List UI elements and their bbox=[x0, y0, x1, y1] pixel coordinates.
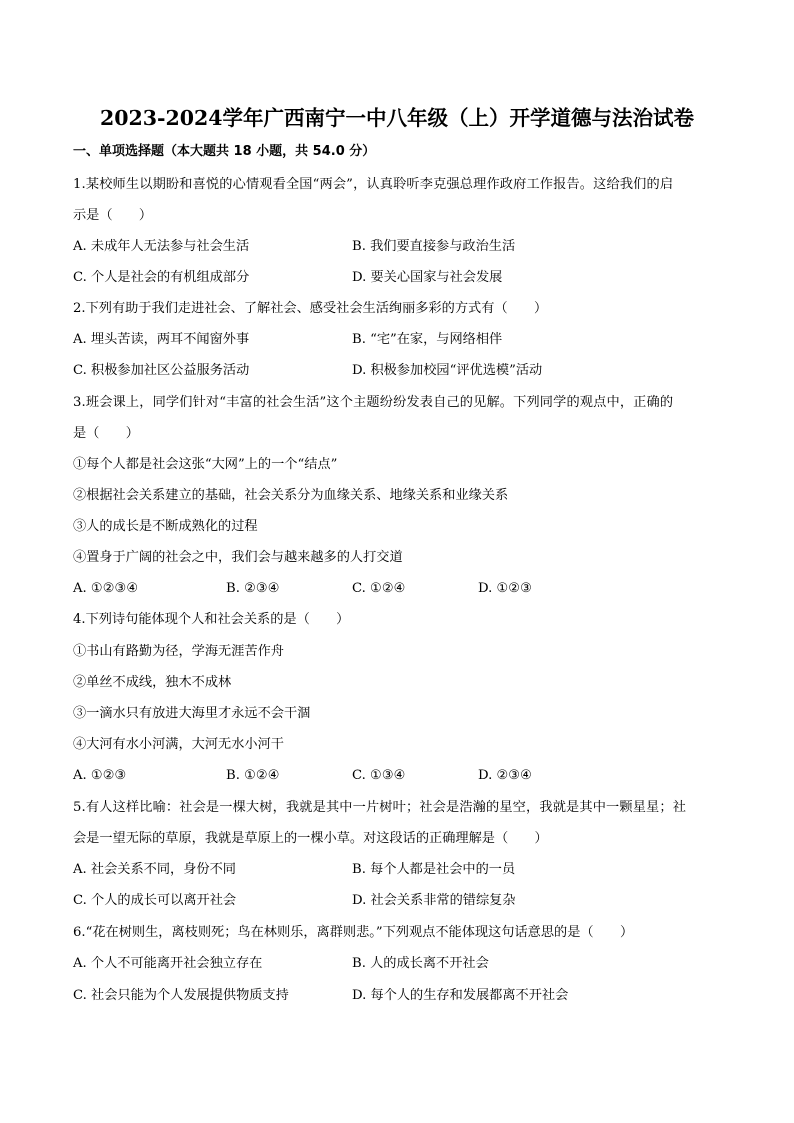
question-5-stem-line-1: 5.有人这样比喻：社会是一棵大树，我就是其中一片树叶；社会是浩瀚的星空，我就是其中一颗星星；社 bbox=[73, 800, 687, 815]
question-3-option-b: B. ②③④ bbox=[226, 581, 280, 596]
section-heading: 一、单项选择题（本大题共 18 小题，共 54.0 分） bbox=[73, 144, 376, 159]
question-3-option-d: D. ①②③ bbox=[478, 581, 532, 596]
question-4-item-2: ②单丝不成线，独木不成林 bbox=[73, 675, 232, 690]
question-6-stem: 6.“花在树则生，离枝则死；鸟在林则乐，离群则悲。”下列观点不能体现这句话意思的是（ ） bbox=[73, 925, 634, 940]
question-3-item-2: ②根据社会关系建立的基础，社会关系分为血缘关系、地缘关系和业缘关系 bbox=[73, 488, 509, 503]
question-3-stem-line-1: 3.班会课上，同学们针对“丰富的社会生活”这个主题纷纷发表自己的见解。下列同学的观点中，正确的 bbox=[73, 395, 674, 410]
question-4-item-4: ④大河有水小河满，大河无水小河干 bbox=[73, 737, 284, 752]
question-1-option-c: C. 个人是社会的有机组成部分 bbox=[73, 270, 250, 285]
question-5-option-d: D. 社会关系非常的错综复杂 bbox=[352, 893, 516, 908]
question-4-item-1: ①书山有路勤为径，学海无涯苦作舟 bbox=[73, 644, 284, 659]
question-4-option-c: C. ①③④ bbox=[352, 768, 406, 783]
question-2-option-c: C. 积极参加社区公益服务活动 bbox=[73, 363, 250, 378]
question-5-option-b: B. 每个人都是社会中的一员 bbox=[352, 862, 516, 877]
question-3-item-1: ①每个人都是社会这张“大网”上的一个“结点” bbox=[73, 457, 338, 472]
question-1-stem-line-1: 1.某校师生以期盼和喜悦的心情观看全国“两会”，认真聆听李克强总理作政府工作报告。这给我们的启 bbox=[73, 177, 674, 192]
question-4-option-a: A. ①②③ bbox=[73, 768, 127, 783]
question-2-option-d: D. 积极参加校园“评优选模”活动 bbox=[352, 363, 543, 378]
question-4-stem: 4.下列诗句能体现个人和社会关系的是（ ） bbox=[73, 612, 350, 627]
question-5-option-a: A. 社会关系不同，身份不同 bbox=[73, 862, 236, 877]
question-5-option-c: C. 个人的成长可以离开社会 bbox=[73, 893, 237, 908]
question-4-item-3: ③一滴水只有放进大海里才永远不会干涸 bbox=[73, 706, 311, 721]
question-1-option-d: D. 要关心国家与社会发展 bbox=[352, 270, 503, 285]
question-3-stem-line-2: 是（ ） bbox=[73, 426, 139, 441]
question-3-item-3: ③人的成长是不断成熟化的过程 bbox=[73, 519, 258, 534]
question-6-option-d: D. 每个人的生存和发展都离不开社会 bbox=[352, 988, 569, 1003]
question-2-stem: 2.下列有助于我们走进社会、了解社会、感受社会生活绚丽多彩的方式有（ ） bbox=[73, 301, 548, 316]
question-2-option-b: B. “宅”在家，与网络相伴 bbox=[352, 332, 503, 347]
question-6-option-a: A. 个人不可能离开社会独立存在 bbox=[73, 956, 263, 971]
question-4-option-b: B. ①②④ bbox=[226, 768, 280, 783]
question-1-option-a: A. 未成年人无法参与社会生活 bbox=[73, 239, 250, 254]
question-6-option-b: B. 人的成长离不开社会 bbox=[352, 956, 489, 971]
question-3-option-a: A. ①②③④ bbox=[73, 581, 139, 596]
question-3-item-4: ④置身于广阔的社会之中，我们会与越来越多的人打交道 bbox=[73, 550, 403, 565]
question-6-option-c: C. 社会只能为个人发展提供物质支持 bbox=[73, 988, 289, 1003]
question-5-stem-line-2: 会是一望无际的草原，我就是草原上的一棵小草。对这段话的正确理解是（ ） bbox=[73, 831, 548, 846]
question-2-option-a: A. 埋头苦读，两耳不闻窗外事 bbox=[73, 332, 250, 347]
exam-title: 2023-2024学年广西南宁一中八年级（上）开学道德与法治试卷 bbox=[99, 106, 695, 130]
question-4-option-d: D. ②③④ bbox=[478, 768, 532, 783]
question-1-stem-line-2: 示是（ ） bbox=[73, 208, 153, 223]
question-3-option-c: C. ①②④ bbox=[352, 581, 406, 596]
question-1-option-b: B. 我们要直接参与政治生活 bbox=[352, 239, 516, 254]
